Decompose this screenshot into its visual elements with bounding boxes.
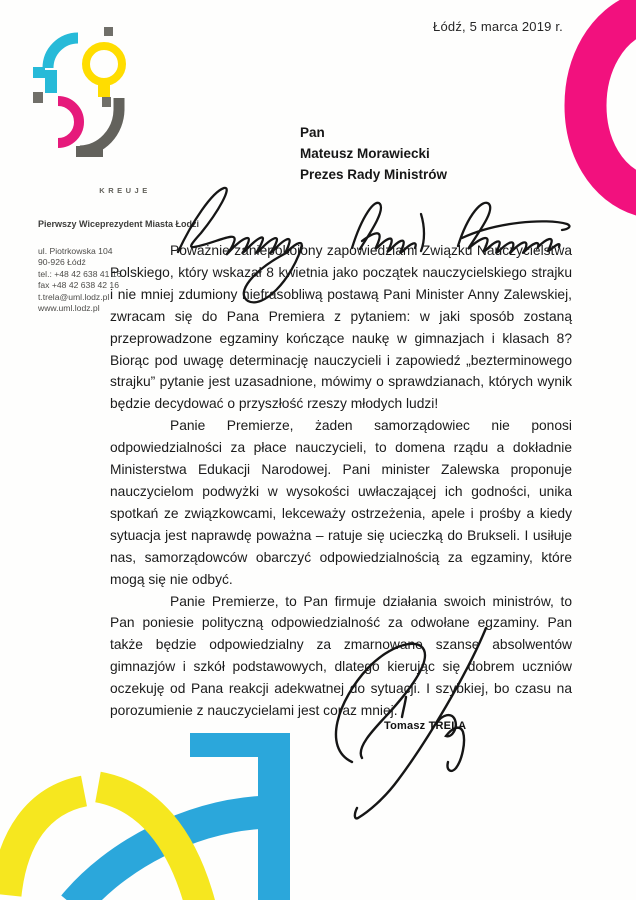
body-paragraph: Panie Premierze, żaden samorządowiec nie ponosi odpowiedzialności za płace nauczycieli, to domena rządu a dokładnie Ministerstwa Edukacji Narodowej. Pani minister Zalewska proponuje nauczycielom podwyżki w wysokości uwłaczającej ich godności, unika spotkań ze związkowcami, lekceważy ostrzeżenia, apele i prośby a kiedy sytuacja jest naprawdę poważna – ratuje się ucieczką do Brukseli. I usiłuje nas, samorządowców obarczyć odpowiedzialnością za egzaminy, które mogą się nie odbyć. [110, 418, 572, 587]
recipient-name: Mateusz Morawiecki [300, 146, 430, 161]
recipient-title: Prezes Rady Ministrów [300, 167, 448, 182]
address-line-email: t.trela@uml.lodz.pl [38, 291, 110, 302]
address-line: 90-926 Łódź [38, 257, 86, 268]
address-line: fax +48 42 638 42 16 [38, 280, 119, 291]
body-paragraph: Panie Premierze, to Pan firmuje działania swoich ministrów, to Pan poniesie polityczną odpowiedzialność za odwołane egzaminy. Pan także będzie odpowiedzialny za zmarnowane szanse absolwentów gimnazjów i szkół podstawowych, dlatego kierując się dobrem uczniów oczekuję od Pana reakcji adekwatnej do sytuacji. I szybkiej, bo czasu na porozumienie z nauczycielami jest coraz mniej. [110, 593, 572, 719]
body-paragraph: Poważnie zaniepokojony zapowiedziami Związku Nauczycielstwa Polskiego, który wskazał 8 kwietnia jako początek nauczycielskiego strajku i nie mniej zdumiony niefrasobliwą postawą Pani Minister Anny Zalewskiej, zwracam się do Pana Premiera z pytaniem: w jaki sposób zostaną przeprowadzone egzaminy kończące naukę w gimnazjach i klasach 8? Biorąc pod uwagę determinację nauczycieli i zapowiedź „bezterminowego strajku” pytanie jest uzasadnione, mówimy o sprawdzianach, których wynik będzie decydować o przyszłość rzeszy młodych ludzi! [110, 243, 572, 412]
address-line: ul. Piotrkowska 104 [38, 246, 113, 256]
recipient-block [300, 122, 447, 185]
logo-wordmark: KREUJE [99, 186, 151, 195]
date-line: Łódź, 5 marca 2019 r. [433, 19, 563, 34]
address-line-website: www.uml.lodz.pl [38, 303, 100, 314]
lodz-kreuje-logo [25, 20, 151, 195]
sender-role: Pierwszy Wiceprezydent Miasta Łodzi [38, 219, 199, 229]
address-line: tel.: +48 42 638 41 16 [38, 268, 122, 279]
signatory-name: Tomasz TRELA [384, 720, 467, 732]
letter-body [110, 240, 572, 722]
lodz-logo-icon [25, 20, 140, 185]
recipient-honorific: Pan [300, 125, 325, 140]
